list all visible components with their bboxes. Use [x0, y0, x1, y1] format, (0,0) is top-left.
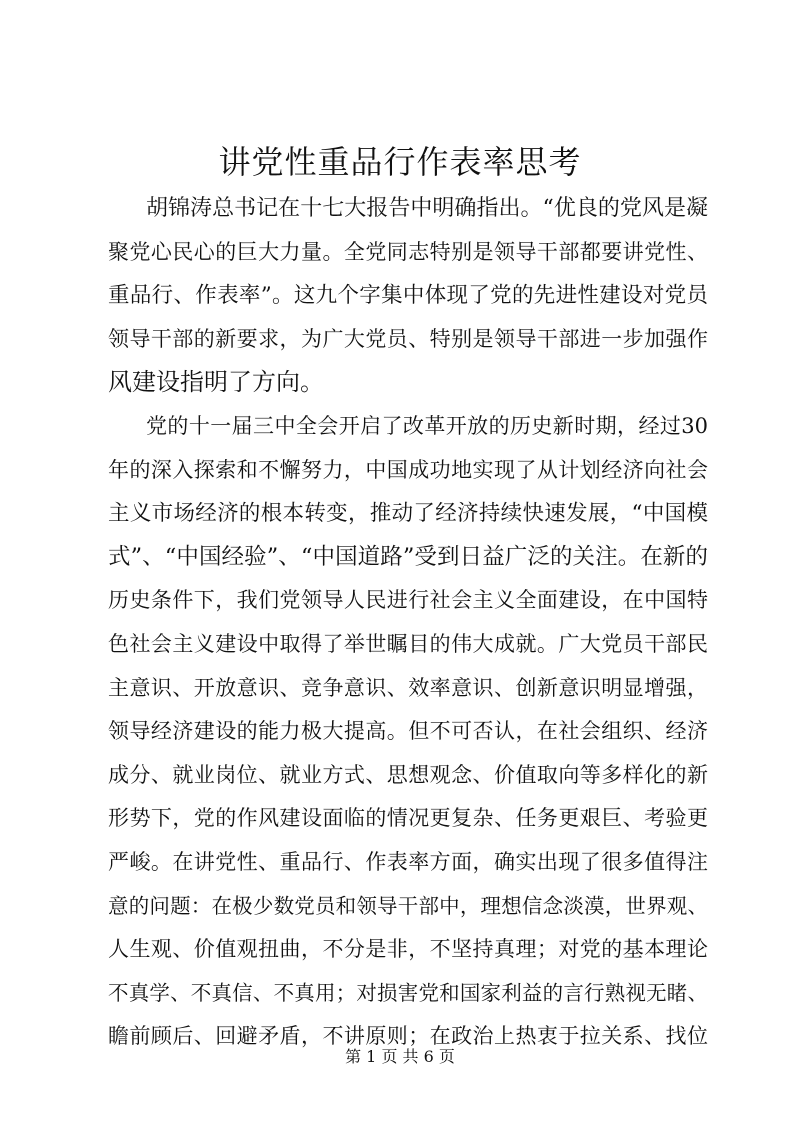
- paragraph-2-line-4: 式”、“中国经验”、“中国道路”受到日益广泛的关注。在新的: [108, 543, 708, 570]
- paragraph-2-line-8: 领导经济建设的能力极大提高。但不可否认，在社会组织、经济: [108, 719, 708, 744]
- paragraph-1-line-1: 胡锦涛总书记在十七大报告中明确指出。“优良的党风是凝: [146, 196, 708, 221]
- paragraph-2-line-6: 色社会主义建设中取得了举世瞩目的伟大成就。广大党员干部民: [108, 631, 708, 656]
- paragraph-2-line-2: 年的深入探索和不懈努力，中国成功地实现了从计划经济向社会: [108, 457, 708, 482]
- document-title: 讲党性重品行作表率思考: [218, 143, 582, 181]
- page-number-footer: 第 1 页 共 6 页: [345, 1047, 455, 1066]
- paragraph-2-line-12: 意的问题：在极少数党员和领导干部中，理想信念淡漠，世界观、: [108, 893, 708, 918]
- paragraph-2-line-9: 成分、就业岗位、就业方式、思想观念、价值取向等多样化的新: [108, 762, 708, 787]
- paragraph-2-line-5: 历史条件下，我们党领导人民进行社会主义全面建设，在中国特: [108, 588, 708, 613]
- paragraph-1-line-5: 风建设指明了方向。: [108, 368, 324, 397]
- paragraph-1-line-4: 领导干部的新要求，为广大党员、特别是领导干部进一步加强作: [108, 326, 708, 351]
- document-body: [108, 187, 708, 1059]
- paragraph-1-line-2: 聚党心民心的巨大力量。全党同志特别是领导干部都要讲党性、: [108, 239, 708, 264]
- paragraph-2-line-3: 主义市场经济的根本转变，推动了经济持续快速发展，“中国模: [108, 501, 708, 527]
- paragraph-2-line-1: 党的十一届三中全会开启了改革开放的历史新时期，经过30: [146, 413, 708, 438]
- paragraph-2-line-15: 瞻前顾后、回避矛盾，不讲原则；在政治上热衷于拉关系、找位: [108, 1024, 708, 1049]
- paragraph-2-line-11: 严峻。在讲党性、重品行、作表率方面，确实出现了很多值得注: [108, 849, 708, 874]
- paragraph-2-line-13: 人生观、价值观扭曲，不分是非，不坚持真理；对党的基本理论: [108, 937, 708, 962]
- paragraph-2-line-14: 不真学、不真信、不真用；对损害党和国家利益的言行熟视无睹、: [108, 980, 708, 1005]
- paragraph-1-line-3: 重品行、作表率”。这九个字集中体现了党的先进性建设对党员: [108, 283, 708, 309]
- paragraph-2-line-10: 形势下，党的作风建设面临的情况更复杂、任务更艰巨、考验更: [108, 806, 708, 831]
- paragraph-2-line-7: 主意识、开放意识、竞争意识、效率意识、创新意识明显增强，: [108, 675, 708, 700]
